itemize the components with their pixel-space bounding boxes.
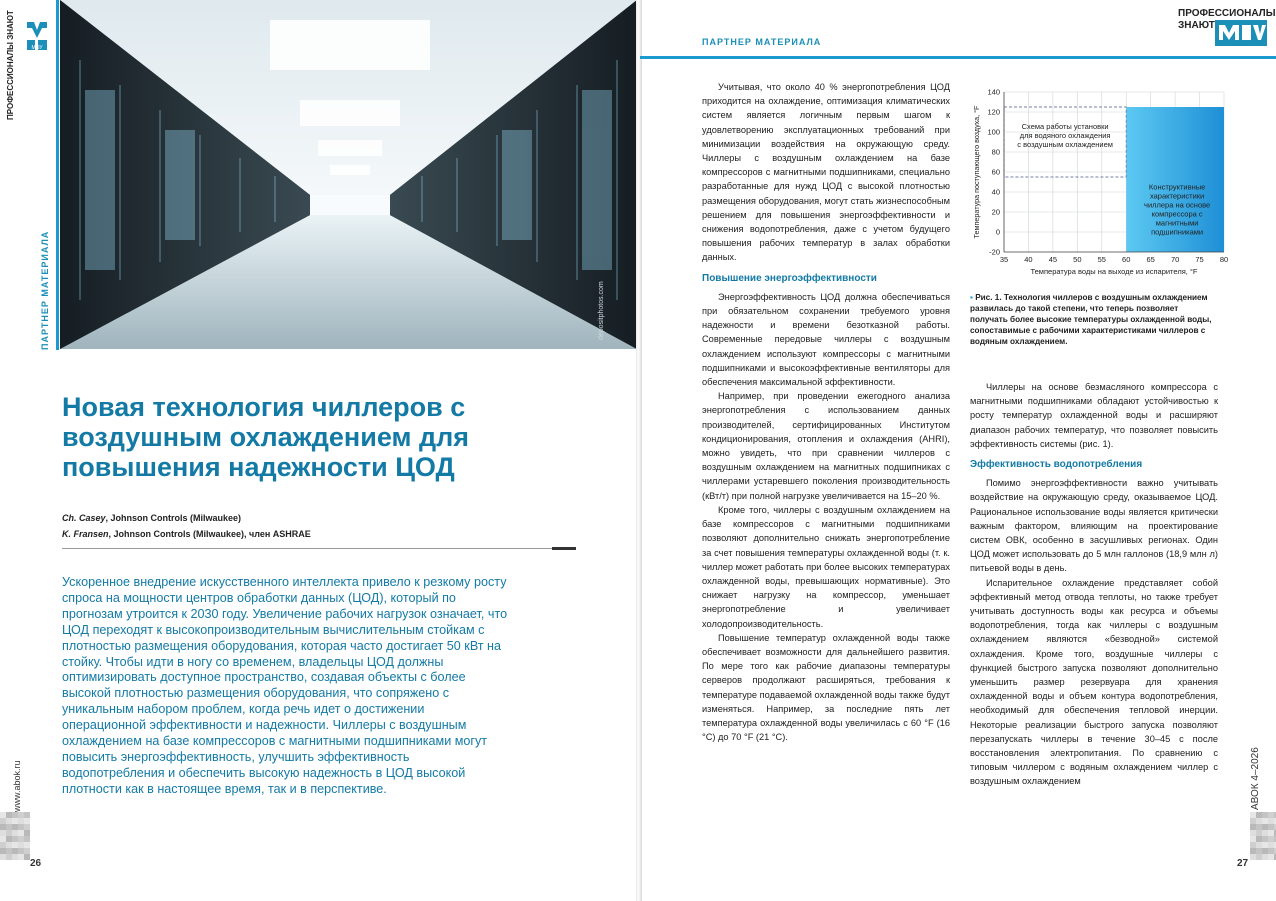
left-margin-strip [0,0,58,901]
pixel-mosaic-decoration [0,812,30,862]
body-paragraph: Повышение температур охлажденной воды также обеспечивает возможности для дальнейшего развития. По мере того как рабочие диапазоны температуры серверов продолжают расширяться, требования к температуре подаваемой охлажденной воды также будут изменяться. Например, за последние пять лет температура охлажденной воды увеличилась с 60 °F (16 °C) до 70 °F (21 °C). [702,632,950,743]
professionals-line: ЗНАЮТ [1178,20,1215,31]
x-tick-label: 55 [1097,255,1106,264]
body-paragraph: Чиллеры на основе безмасляного компрессора с магнитными подшипниками обладают устойчивостью к росту температур охлажденной воды и расширяют диапазон рабочих температур, что позволяет повысить эффективность системы (рис. 1). [970,382,1218,449]
page-number-left: 26 [30,858,42,869]
left-logo-text: МОУ [31,45,43,51]
page-number-right: 27 [1237,858,1249,869]
region-label-water: Схема работы установки для водяного охлаждения с воздушным охлаждением [1017,122,1113,149]
x-tick-label: 35 [999,255,1009,264]
y-tick-label: 40 [991,187,1000,197]
partner-header: ПАРТНЕР МАТЕРИАЛА [702,37,822,47]
caption-marker: ▪ [970,293,973,302]
x-tick-label: 80 [1219,255,1229,264]
pixel-mosaic-decoration [1250,812,1276,862]
author-name: K. Fransen [62,529,109,539]
x-tick-label: 70 [1170,255,1180,264]
header-rule [640,56,1276,59]
professionals-label: ПРОФЕССИОНАЛЫ ЗНАЮТ [6,10,15,120]
left-accent-line [56,0,59,350]
x-tick-label: 40 [1024,255,1033,264]
abok-logo-icon [24,18,50,54]
author-line [62,526,311,542]
x-tick-label: 60 [1122,255,1131,264]
body-paragraph: Например, при проведении ежегодного анализа энергопотребления с использованием данных производителей, сертифицированных Институтом кондиционирования, отопления и охлаждения (AHRI), можно увидеть, что при сравнении чиллеров с воздушным охлаждением на магнитных подшипниках с чиллерами устаревшего поколения производительность (кВт/т) при полной нагрузке увеличивается на 15–20 %. [702,391,950,501]
body-paragraph: Учитывая, что около 40 % энергопотребления ЦОД приходится на охлаждение, оптимизация климатических систем является логичным первым шагом к удовлетворению эксплуатационных требований при минимизации воздействия на окружающую среду. Чиллеры с воздушным охлаждением на базе компрессоров с магнитными подшипниками, специально разработанные для нужд ЦОД с высокой плотностью размещения оборудования, могут стать жизнеспособным решением для повышения энергоэффективности и снижения водопотребления, даже с учетом будущего повышения рабочих температур в залах обработки данных. [702,82,950,263]
y-tick-label: -20 [989,247,1000,257]
body-paragraph: Помимо энергоэффективности важно учитывать воздействие на окружающую среду, оказываемое ЦОД. Рациональное использование воды является критически важным фактором, влияющим на проектирование систем ОВК, особенно в засушливых регионах. Один ЦОД может использовать до 5 млн галлонов (18,9 млн л) питьевой воды в день. [970,478,1218,574]
issue-vertical [1250,728,1264,810]
body-paragraph: Энергоэффективность ЦОД должна обеспечиваться при обязательном сохранении требуемого уровня надежности и времени безотказной работы. Современные передовые чиллеры с воздушным охлаждением используют компрессоры с магнитными подшипниками и высокоэффективные вентиляторы для обеспечения максимальной эффективности. [702,291,950,388]
x-tick-label: 50 [1073,255,1082,264]
data-center-photo [60,0,637,349]
region-label-magnetic: Конструктивные характеристики чиллера на основе компрессора с магнитными подшипниками [1144,182,1211,237]
y-tick-label: 120 [987,107,1000,117]
authors [62,510,311,542]
caption-text: Рис. 1. Технология чиллеров с воздушным охлаждением развилась до такой степени, что теперь позволяет получать более высокие температуры охлажденной воды, сопоставимые с рабочими характеристиками чиллеров с водяным охлаждением. [970,293,1212,346]
y-tick-label: 140 [987,87,1000,97]
photo-credit-vertical [598,270,610,340]
author-name: Ch. Casey [62,513,106,523]
section-heading: Повышение энергоэффективности [702,272,877,284]
professionals-line: ПРОФЕССИОНАЛЫ [1178,8,1276,19]
author-line [62,510,311,526]
y-tick-label: 80 [991,147,1000,157]
y-tick-label: 60 [991,167,1000,177]
site-url: www.abok.ru [12,760,22,812]
x-tick-label: 65 [1146,255,1155,264]
right-logo-text: МОУ [1236,41,1246,46]
y-tick-label: 100 [987,127,1000,137]
text-column-2 [970,380,1218,789]
article-title: Новая технология чиллеров с воздушным охлаждением для повышения надежности ЦОД [62,392,470,482]
y-axis-label: Температура поступающего воздуха, °F [972,105,981,239]
partner-label-vertical [40,232,54,350]
author-affiliation: , Johnson Controls (Milwaukee) [105,513,242,523]
x-tick-label: 75 [1195,255,1204,264]
authors-divider-accent [552,547,576,550]
figure-caption [970,292,1216,347]
issue-label: АВОК 4–2026 [1250,747,1261,810]
text-column-1 [702,80,950,744]
authors-divider [62,548,576,549]
body-paragraph: Кроме того, чиллеры с воздушным охлаждением на базе компрессоров с магнитными подшипниками позволяют дополнительно снижать энергопотребление за счет повышения температуры охлажденной воды (т. к. чиллер может работать при более высоких температурах охлажденной воды, превышающих нормативные). Это снижает нагрузку на компрессор, уменьшает энергопотребление и увеличивает холодопроизводительность. [702,504,950,629]
y-tick-label: 20 [991,207,1000,217]
y-tick-label: 0 [995,227,1000,237]
abok-logo-icon [1215,20,1267,46]
site-vertical [12,740,26,812]
lead-paragraph: Ускоренное внедрение искусственного интеллекта привело к резкому росту спроса на мощности центров обработки данных (ЦОД), который по прогнозам утроится к 2030 году. Увеличение рабочих нагрузок означает, что ЦОД переходят к высокопроизводительным вычислительным стойкам с плотностью размещения оборудования, которая часто достигает 50 кВт на стойку. Чтобы идти в ногу со временем, владельцы ЦОД должны оптимизировать доступное пространство, создавая объекты с более высокой плотностью размещения оборудования, что сопряжено с уникальным набором проблем, когда речь идет о достижении операционной эффективности и надежности. Чиллеры с воздушным охлаждением на базе компрессоров с магнитными подшипниками могут повысить энергоэффективность, улучшить эффективность водопотребления и обеспечить высокую надежность в ЦОД высокой плотности как в настоящее время, так и в перспективе. [62,575,508,796]
spine [636,0,642,901]
section-heading: Эффективность водопотребления [970,459,1143,471]
photo-credit: depositphotos.com [598,281,605,340]
x-axis-label: Температура воды на выходе из испарителя, °F [1030,267,1198,276]
author-affiliation: , Johnson Controls (Milwaukee), член ASHRAE [108,529,311,539]
partner-label: ПАРТНЕР МАТЕРИАЛА [40,230,50,350]
x-tick-label: 45 [1048,255,1058,264]
figure-1-chart [970,84,1232,284]
body-paragraph: Испарительное охлаждение представляет собой эффективный метод отвода теплоты, но также требует учитывать доступность воды как ресурса и объемы водопотребления, тогда как чиллеры с воздушным охлаждением являются «безводной» системой охлаждения. Кроме того, воздушные чиллеры с функцией быстрого запуска позволяют дополнительно уменьшить размер резервуара для хранения охлажденной воды и объем контура водопотребления, необходимый для обеспечения тепловой инерции. Некоторые реализации быстрого запуска позволяют перезапускать чиллеры в течение 30–45 с после восстановления электропитания. По сравнению с типовым чиллером с водяным охлаждением чиллер с воздушным охлаждением [970,577,1218,787]
